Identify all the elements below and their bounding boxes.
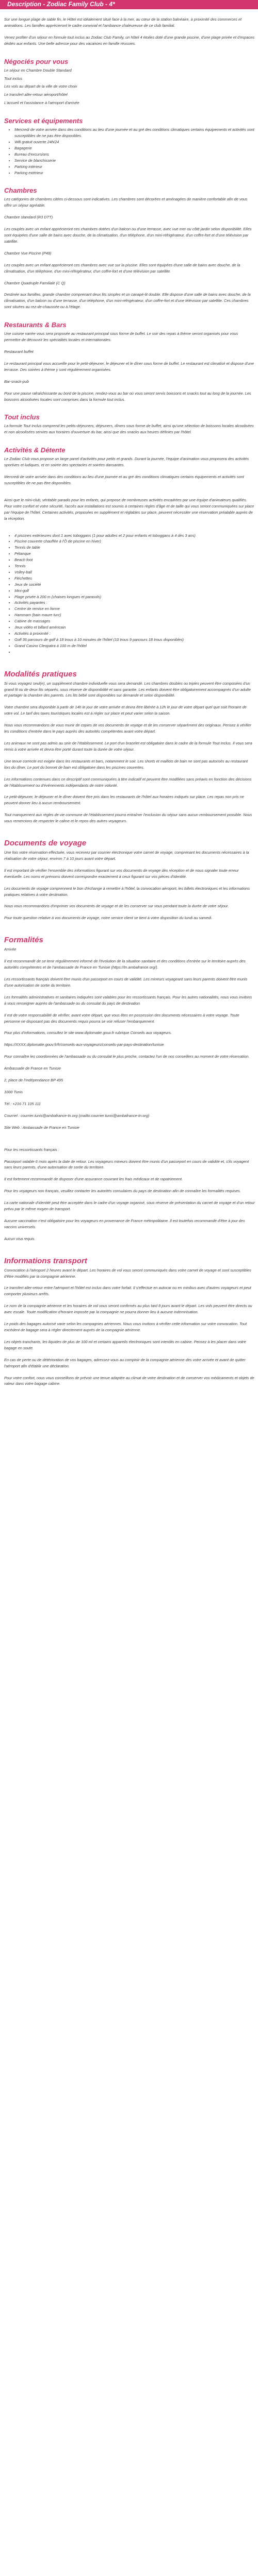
chambres-paragraph: Les catégories de chambres citées ci-dessous sont indicatives. Les chambres sont décorées et aménagées de manière confortable afin de vous offrir un séjour agréable. — [4, 197, 248, 208]
formalites-paragraph: Courriel : courrier.tunis@ambafrance-tn.org (mailto:courrier.tunis@ambafrance-tn.org) — [4, 1113, 150, 1118]
chambres-paragraph: Chambre standard (R3 DTT) — [4, 215, 53, 220]
formalites-paragraph: Pour plus d'informations, consultez le site www.diplomatie.gouv.fr rubrique Conseils aux voyageurs. — [4, 1030, 172, 1036]
restaurants-paragraph: Restaurant buffet — [4, 349, 34, 354]
activites-paragraph: Ainsi que le mini-club, véritable paradis pour les enfants, qui propose de nombreuses activités encadrées par une équipe d'animateurs qualifiés. Pour votre confort et votre sécurité, l'accès aux installations est soumis à certaines règles d'âge et de taille qui vous seront communiquées sur place par l'équipe de l'hôtel. Certaines activités, proposées en supplément et réglables sur place, peuvent nécessiter une réservation préalable auprès de la réception. — [4, 497, 254, 521]
formalites-paragraph: Site Web : Ambassade de France en Tunisie — [4, 1125, 79, 1130]
services-item: • Bagagerie — [14, 145, 255, 151]
formalites-paragraph: 1000 Tunis — [4, 1089, 23, 1094]
activites-item: • Mini-golf — [14, 588, 255, 594]
activites-item: • Activités à proximité : — [14, 631, 255, 637]
voyageurs-paragraph: Aucun visa requis. — [4, 1236, 36, 1241]
infos-paragraph: Les objets tranchants, les liquides de plus de 100 ml et certains appareils électroniques sont interdits en cabine. Pensez à les placer dans votre bagage en soute. — [4, 1339, 246, 1350]
activites-paragraph: Mercredi de votre arrivée dans des conditions au lieu d'une journée et au gré des conditions climatiques certains équipements et activités sont susceptibles de ne pas être disponibles. — [4, 474, 244, 485]
section-heading-documents: Documents de voyage — [4, 839, 87, 848]
page-title-text: Description - Zodiac Family Club - 4* — [7, 1, 115, 8]
documents-paragraph: Une fois votre réservation effectuée, vous recevrez par courrier électronique votre carnet de voyage, comprenant les documents nécessaires à la réalisation de votre séjour, environ 7 à 10 jours avant votre départ. — [4, 850, 249, 861]
activites-item: • Tennis de table — [14, 545, 255, 551]
activites-item: • Centre de remise en forme — [14, 606, 255, 612]
infos-paragraph: Convocation à l'aéroport 2 heures avant le départ. Les horaires de vol vous seront communiqués dans votre carnet de voyage et sont susceptibles d'être modifiés par la compagnie aérienne. — [4, 1267, 251, 1279]
modalites-paragraph: Le petit-déjeuner, le déjeuner et le dîner doivent être pris dans les restaurants de l'hôtel aux horaires indiqués sur place. Les repas non pris ne peuvent donner lieu à aucun remboursement. — [4, 794, 244, 806]
infos-paragraph: Le transfert aller-retour entre l'aéroport et l'hôtel est inclus dans votre forfait. Il s'effectue en autocar ou en minibus avec d'autres voyageurs et peut comporter plusieurs arrêts. — [4, 1285, 251, 1297]
services-item: • Wifi gratuit ouverte 24h/24 — [14, 139, 255, 145]
negocie-item: Le transfert aller-retour aéroport/hôtel — [4, 92, 68, 97]
section-heading-infos: Informations transport — [4, 1256, 87, 1265]
voyageurs-paragraph: Passeport valable 6 mois après la date de retour. Les voyageurs mineurs doivent être munis d'un passeport en cours de validité et, s'ils voyagent sans leurs parents, d'une autorisation de sortie du territoire. — [4, 1159, 249, 1170]
activites-item: • Pétanque — [14, 551, 255, 557]
modalites-paragraph: Les informations contenues dans ce descriptif sont communiquées à titre indicatif et peuvent être modifiées sans préavis en fonction des décisions de l'établissement ou d'événements indépendants de notre volonté. — [4, 776, 252, 788]
activites-list — [4, 533, 255, 655]
modalites-paragraph: Tout manquement aux règles de vie commune de l'établissement pourra entraîner l'exclusion du séjour sans aucun remboursement possible. Nous vous remercions de respecter le calme et le repos des autres voyageurs. — [4, 812, 252, 824]
voyageurs-paragraph: Pour les voyageurs non français, veuillez contacter les autorités consulaires du pays de destination afin de connaître les formalités requises. — [4, 1189, 241, 1194]
section-heading-activites: Activités & Détente — [4, 446, 66, 454]
modalites-paragraph: Les animaux ne sont pas admis au sein de l'établissement. Le port d'un bracelet est obligatoire dans le cadre de la formule Tout Inclus. Il vous sera remis à votre arrivée et devra être porté durant toute la durée de votre séjour. — [4, 740, 252, 752]
chambres-paragraph: Chambre Vue Piscine (P49) — [4, 250, 52, 256]
formalites-paragraph: https://XXXX.diplomatie.gouv.fr/fr/conseils-aux-voyageurs/conseils-par-pays-destination/tunisie — [4, 1042, 164, 1047]
services-item: • Bureau d'excursions — [14, 151, 255, 158]
activites-item: • Plage privée à 200 m (chaises longues et parasols) — [14, 594, 255, 600]
section-heading-chambres: Chambres — [4, 187, 37, 195]
modalites-paragraph: Si vous voyagez seul(e), un supplément chambre individuelle vous sera demandé. Les chambres doubles ou triples peuvent être composées d'un grand lit ou de deux lits séparés, sous réserve de disponibilité et sans garantie. Les enfants doivent être obligatoirement accompagnés d'un adulte et partager la chambre des parents. Les lits bébé sont disponibles sur demande et selon disponibilité. — [4, 681, 251, 698]
voyageurs-paragraph: Aucune vaccination n'est obligatoire pour les voyageurs en provenance de France métropolitaine. Il est toutefois recommandé d'être à jour des vaccins universels. — [4, 1218, 245, 1229]
content — [0, 9, 258, 1387]
activites-item: • 4 piscines extérieures dont 1 avec toboggans (1 pour adultes et 2 pour enfants et toboggans à 4 dès 3 ans) — [14, 533, 255, 539]
restaurants-paragraph: Le restaurant principal vous accueille pour le petit-déjeuner, le déjeuner et le dîner sous forme de buffet. Le restaurant est climatisé et dispose d'une terrasse. Des soirées à thème y sont régulièrement organisées. — [4, 361, 254, 372]
activites-item: • Hammam (bain maure turc) — [14, 612, 255, 618]
activites-item: • Beach foot — [14, 557, 255, 563]
chambres-paragraph: Les couples avec un enfant apprécieront ces chambres dotées d'un balcon ou d'une terrasse, avec vue mer ou côté jardin selon disponibilité. Elles sont équipées d'une salle de bains avec douche, de la climatisation, d'un téléphone, d'un mini-réfrigérateur, d'un coffre-fort et d'une télévision par satellite. — [4, 227, 252, 244]
section-heading-services: Services et équipements — [4, 117, 83, 125]
formalites-paragraph: Il est de votre responsabilité de vérifier, avant votre départ, que vous êtes en possession des documents nécessaires à votre voyage. Toute personne ne disposant pas des documents requis pourra se voir refuser l'embarquement. — [4, 1012, 239, 1024]
modalites-paragraph: Votre chambre sera disponible à partir de 14h le jour de votre arrivée et devra être libérée à 12h le jour de votre départ quel que soit l'horaire de votre vol. Le tarif des taxes touristiques locales est à régler sur place et peut varier selon la saison. — [4, 705, 247, 716]
chambres-paragraph: Chambre Quadruple Familiale (C Q) — [4, 280, 66, 285]
infos-paragraph: Le nom de la compagnie aérienne et les horaires de vol vous seront confirmés au plus tard 8 jours avant le départ. Les vols peuvent être directs ou avec escale. Toute modification d'horaire imposée par la compagnie ne pourra donner lieu à aucune indemnisation. — [4, 1303, 252, 1315]
activites-item — [14, 649, 255, 655]
services-item: • Service de blanchisserie — [14, 158, 255, 164]
activites-item: • Piscine couverte chauffée à l'Ô de piscine en hiver) — [14, 538, 255, 545]
services-list — [4, 127, 255, 176]
documents-paragraph: Pour toute question relative à vos documents de voyage, notre service client se tient à votre disposition du lundi au samedi. — [4, 916, 213, 921]
services-item: • Parking extérieur — [14, 170, 255, 176]
activites-item: • Cabine de massages — [14, 618, 255, 624]
toutinclus-paragraph: La formule Tout Inclus comprend les petits-déjeuners, déjeuners, dîners sous forme de buffet, ainsi qu'une sélection de boissons locales alcoolisées et non alcoolisées servies aux horaires d'ouverture du bar, ainsi que des snacks aux heures définies par l'hôtel. — [4, 423, 254, 435]
modalites-paragraph: Une tenue correcte est exigée dans les restaurants et bars, notamment le soir. Les shorts et maillots de bain ne sont pas autorisés au restaurant lors du dîner. Le port du bonnet de bain est obligatoire dans les piscines couvertes. — [4, 758, 248, 770]
section-heading-modalites: Modalités pratiques — [4, 669, 77, 679]
formalites-paragraph: Pour connaître les coordonnées de l'ambassade ou du consulat le plus proche, contactez l'un de nos conseillers au moment de votre réservation. — [4, 1054, 250, 1059]
voyageurs-paragraph: Il est fortement recommandé de disposer d'une assurance couvrant les frais médicaux et de rapatriement. — [4, 1177, 183, 1182]
services-item: • Parking intérieur — [14, 164, 255, 170]
activites-item: • Tennis — [14, 563, 255, 569]
formalites-paragraph: 2, place de l'Indépendance BP 495 — [4, 1078, 63, 1083]
infos-paragraph: Pour votre confort, nous vous conseillons de prévoir une tenue adaptée au climat de votre destination et de conserver vos médicaments et objets de valeur dans votre bagage cabine. — [4, 1375, 254, 1386]
modalites-paragraph: Nous vous recommandons de vous munir de copies de vos documents de voyage et de les conserver séparément des originaux. Pensez à vérifier les conditions d'entrée dans le pays auprès des autorités compétentes avant votre départ. — [4, 723, 252, 734]
activites-paragraph: Le Zodiac Club vous propose un large panel d'activités pour petits et grands. Durant la journée, l'équipe d'animation vous proposera des activités sportives et ludiques, et en soirée des spectacles et soirées dansantes. — [4, 456, 249, 468]
restaurants-paragraph: Pour une pause rafraîchissante au bord de la piscine, rendez-vous au bar où vous seront servis boissons et snacks tout au long de la journée. Les boissons alcoolisées locales sont comprises dans la formule tout inclus. — [4, 391, 251, 402]
infos-paragraph: En cas de perte ou de détérioration de vos bagages, adressez-vous au comptoir de la compagnie aérienne dès votre arrivée et avant de quitter l'aéroport afin d'établir une déclaration. — [4, 1357, 246, 1368]
chambres-paragraph: Destinée aux familles, grande chambre comprenant deux lits simples et un canapé-lit double. Elle dispose d'une salle de bains avec douche, de la climatisation, d'un balcon ou d'une terrasse, d'un téléphone, d'un mini-réfrigérateur, d'un coffre-fort et d'une télévision par satellite. Ces chambres sont situées au rez-de-chaussée ou à l'étage. — [4, 292, 251, 310]
voyageurs-paragraph: La carte nationale d'identité peut être acceptée dans le cadre d'un voyage organisé, sous réserve de présentation du carnet de voyage et d'un retour prévu par le même moyen de transport. — [4, 1200, 255, 1212]
section-heading-restaurants: Restaurants & Bars — [4, 321, 67, 329]
activites-item: • Jeux de société — [14, 582, 255, 588]
formalites-paragraph: Arrivée — [4, 947, 17, 952]
page-title — [0, 0, 258, 9]
documents-paragraph: Les documents de voyage comprennent le bon d'échange à remettre à l'hôtel, la convocation aéroport, les billets électroniques et les informations pratiques relatives à votre destination. — [4, 886, 250, 897]
activites-item: • Activités payantes : — [14, 600, 255, 606]
activites-item: • Grand Casino Cleopatra à 100 m de l'hôtel — [14, 643, 255, 649]
restaurants-paragraph: Une cuisine variée vous sera proposée au restaurant principal sous forme de buffet. Le soir des repas à thème seront organisés pour vous permettre de découvrir les spécialités locales et internationales. — [4, 331, 238, 343]
documents-paragraph: Il est important de vérifier l'ensemble des informations figurant sur vos documents de voyage dès réception et de nous signaler toute erreur éventuelle. Les noms et prénoms doivent correspondre exactement à ceux figurant sur vos pièces d'identité. — [4, 868, 239, 879]
activites-item: • Golf 36 parcours de golf à 18 trous à 10 minutes de l'hôtel (10 trous 9 parcours 18 trous disponibles) — [14, 637, 255, 643]
negocie-item: Les vols au départ de la ville de votre choix — [4, 84, 77, 89]
formalites-paragraph: Tél : +216 71 105 111 — [4, 1101, 41, 1106]
intro-paragraph: Sur une longue plage de sable fin, le Hôtel est idéalement situé face à la mer, au cœur de la station balnéaire, à proximité des commerces et animations. Les familles apprécieront le cadre convivial et l'ambiance chaleureuse de ce club familial. — [4, 17, 242, 28]
restaurants-paragraph: Bar-snack-pub — [4, 379, 29, 384]
infos-paragraph: Le poids des bagages autorisé varie selon les compagnies aériennes. Nous vous invitons à vérifier cette information sur votre convocation. Tout excédent de bagage sera à régler directement auprès de la compagnie aérienne. — [4, 1321, 247, 1332]
activites-item: • Fléchettes — [14, 575, 255, 582]
activites-item: • Jeux vidéo et billard américain — [14, 624, 255, 631]
negocie-item: Le séjour en Chambre Double Standard — [4, 67, 72, 73]
voyageurs-paragraph: Pour les ressortissants français : — [4, 1147, 59, 1152]
chambres-paragraph: Les couples avec un enfant apprécieront ces chambres avec vue sur la piscine. Elles sont équipées d'une salle de bains avec douche, de la climatisation, d'un téléphone, d'un mini-réfrigérateur, d'un coffre-fort et d'une télévision par satellite. — [4, 262, 240, 274]
negocie-item: Tout inclus — [4, 76, 23, 81]
intro-paragraph: Venez profiter d'un séjour en formule tout inclus au Zodiac Club Family, un hôtel 4 étoiles doté d'une grande piscine, d'une plage privée et d'espaces dédiés aux enfants. Une belle adresse pour des vacances en famille réussies. — [4, 35, 255, 46]
formalites-paragraph: Il est recommandé de se tenir régulièrement informé de l'évolution de la situation sanitaire et des conditions d'entrée sur le territoire auprès des autorités compétentes et de l'ambassade de France en Tunisie (https://tn.ambafrance.org/). — [4, 959, 246, 970]
negocie-item: L'accueil et l'assistance à l'aéroport d'arrivée — [4, 100, 79, 106]
formalites-paragraph: Ambassade de France en Tunisie — [4, 1066, 61, 1071]
documents-paragraph: Nous vous recommandons d'imprimer vos documents de voyage et de les conserver sur vous pendant toute la durée de votre séjour. — [4, 904, 229, 909]
activites-item: • Volley-ball — [14, 569, 255, 575]
formalites-paragraph: Les formalités administratives et sanitaires indiquées sont valables pour les ressortissants français. Pour les autres nationalités, nous vous invitons à vous renseigner auprès de l'ambassade ou du consulat du pays de destination. — [4, 994, 252, 1006]
section-heading-formalites: Formalités — [4, 936, 43, 945]
section-heading-negocie: Négociés pour vous — [4, 57, 69, 65]
services-item: • Mercredi de votre arrivée dans des conditions au lieu d'une journée et au gré des conditions climatiques certains équipements et activités sont susceptibles de ne pas être disponibles. — [14, 127, 255, 139]
section-heading-toutinclus: Tout inclus — [4, 413, 40, 421]
formalites-paragraph: Les ressortissants français doivent être munis d'un passeport en cours de validité. Les mineurs voyageant sans leurs parents doivent être munis d'une autorisation de sortie du territoire. — [4, 977, 248, 988]
